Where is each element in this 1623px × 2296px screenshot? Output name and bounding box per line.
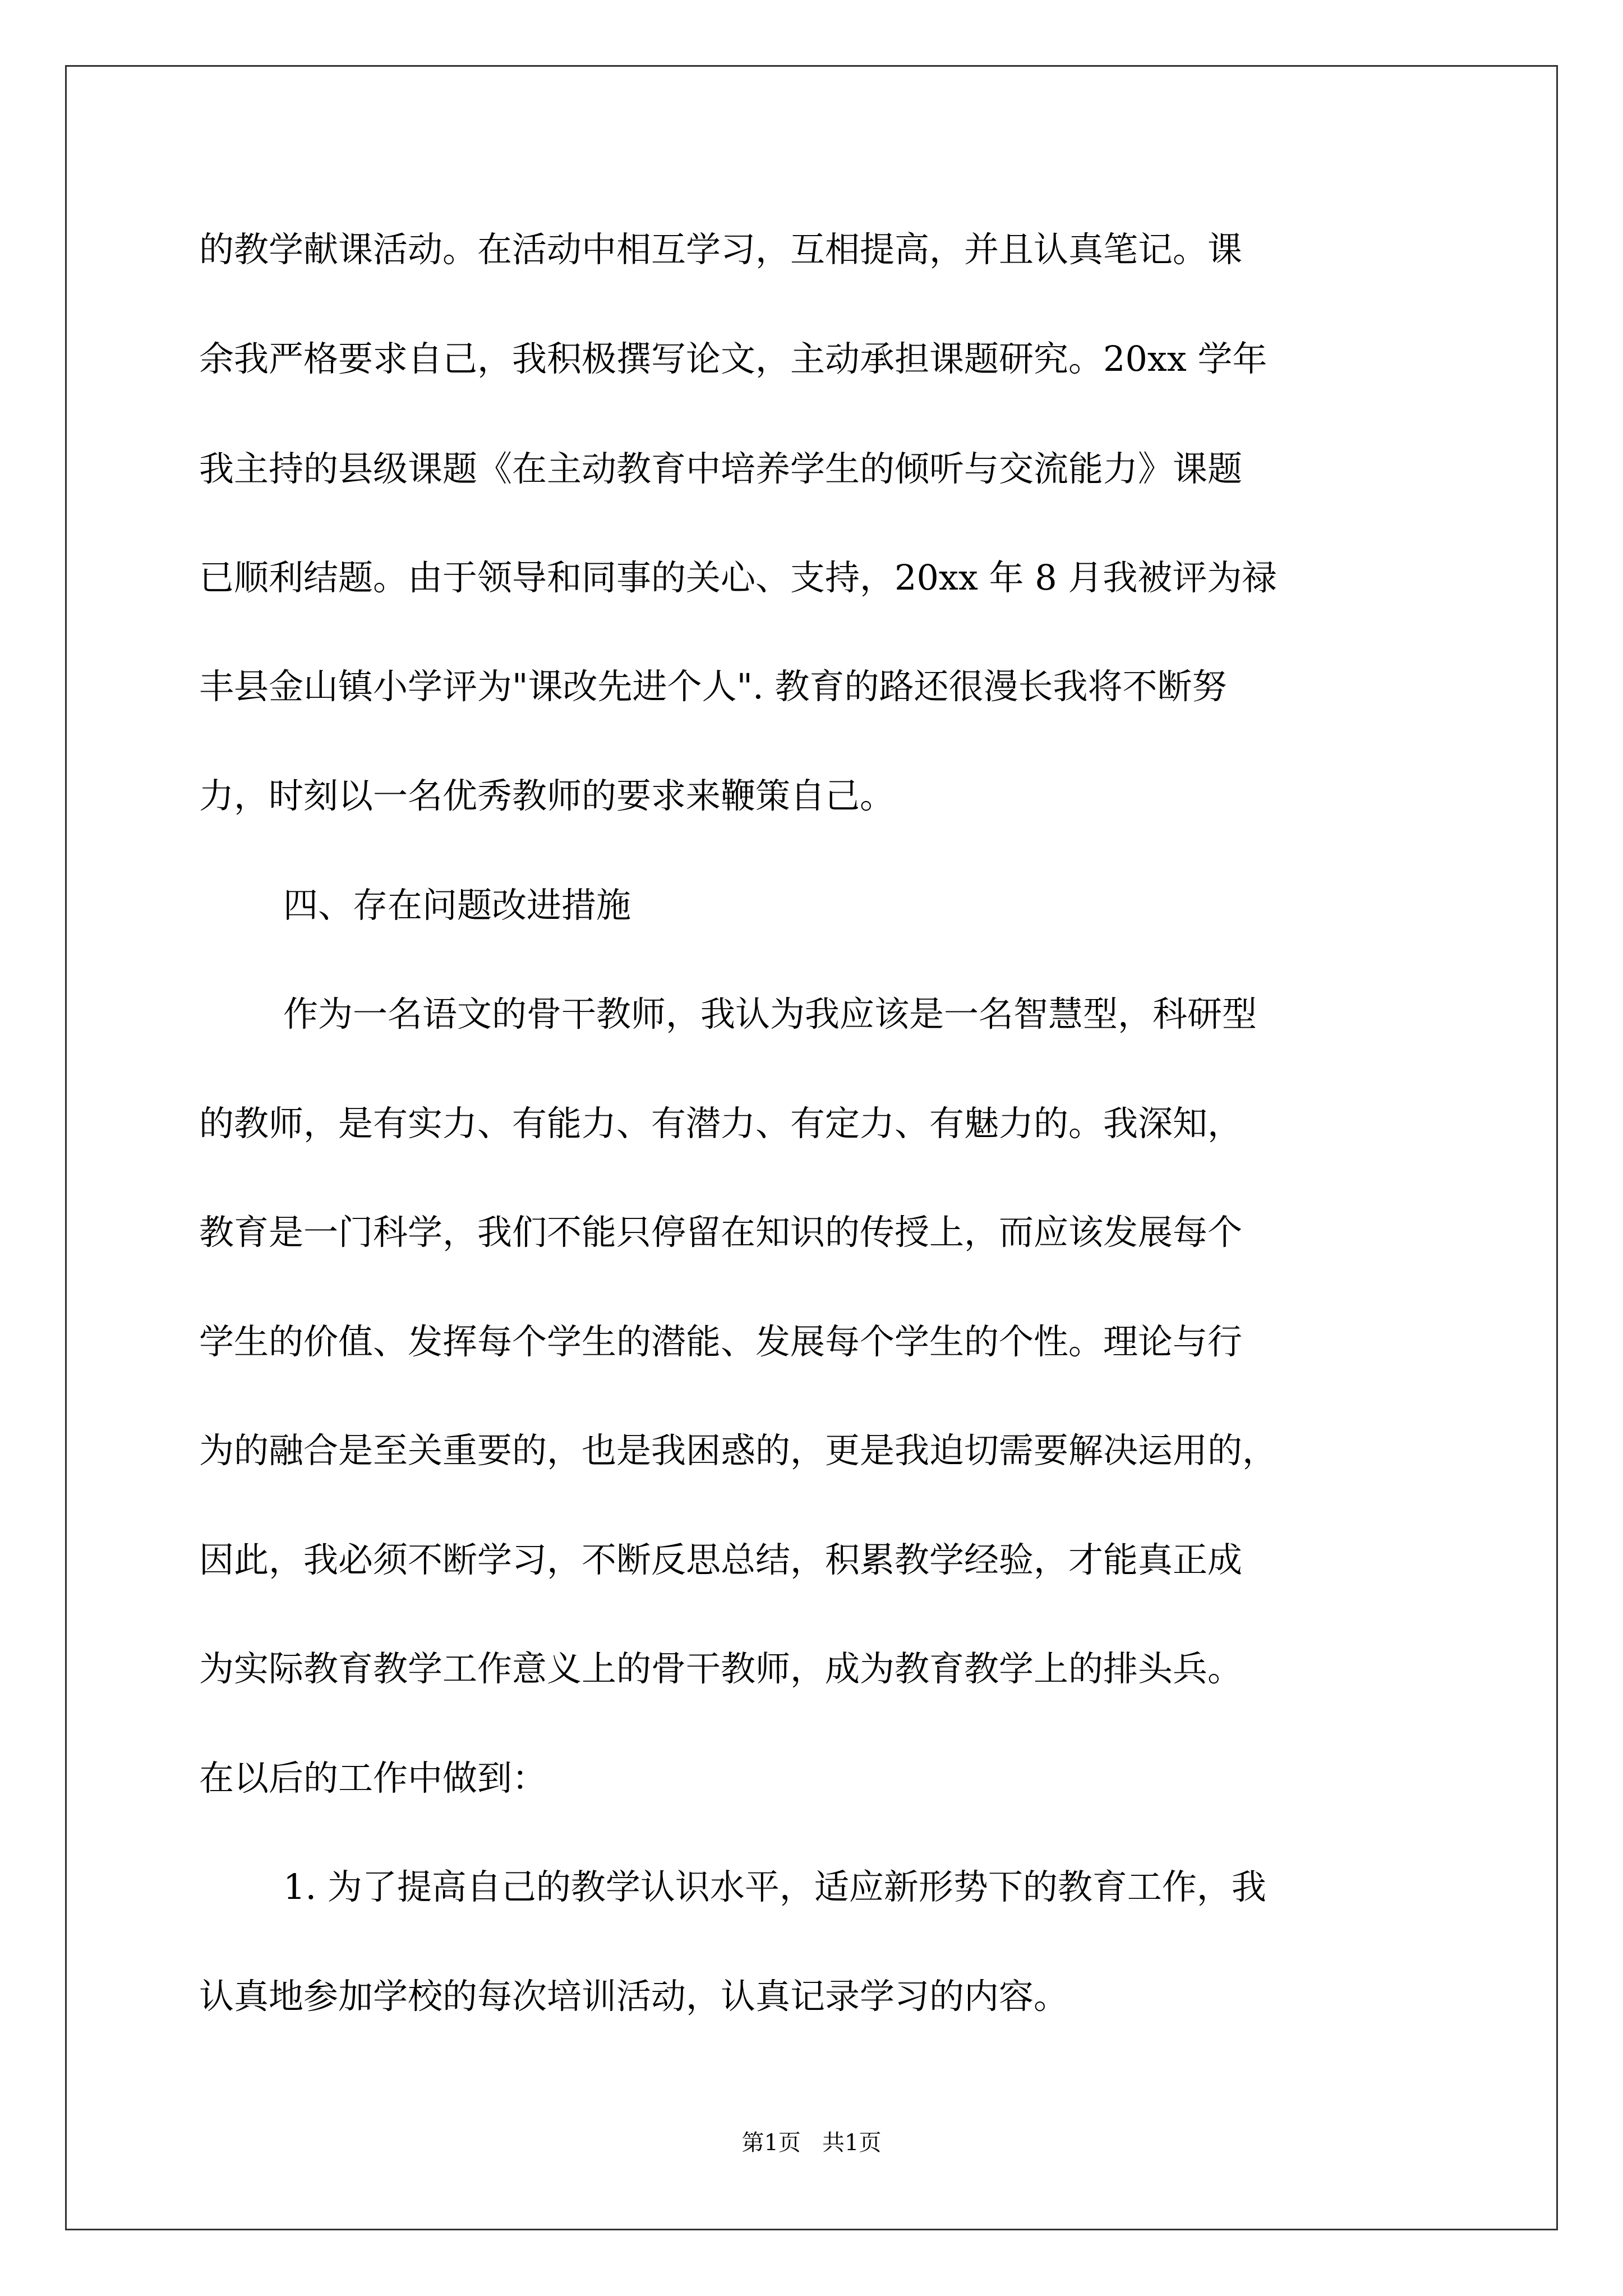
text-line: 在以后的工作中做到： [199, 1757, 547, 1798]
text-line: 为的融合是至关重要的，也是我困惑的，更是我迫切需要解决运用的， [199, 1430, 1278, 1471]
list-item-1: 1. 为了提高自己的教学认识水平，适应新形势下的教育工作，我 [283, 1866, 1266, 1907]
text-line: 作为一名语文的骨干教师，我认为我应该是一名智慧型，科研型 [283, 993, 1257, 1034]
text-line: 为实际教育教学工作意义上的骨干教师，成为教育教学上的排头兵。 [199, 1648, 1243, 1689]
text-line: 已顺利结题。由于领导和同事的关心、支持，20xx 年 8 月我被评为禄 [199, 557, 1277, 598]
text-line: 的教师，是有实力、有能力、有潜力、有定力、有魅力的。我深知， [199, 1103, 1243, 1144]
text-line: 教育是一门科学，我们不能只停留在知识的传授上，而应该发展每个 [199, 1212, 1243, 1253]
text-line: 余我严格要求自己，我积极撰写论文，主动承担课题研究。20xx 学年 [199, 338, 1267, 379]
text-line: 学生的价值、发挥每个学生的潜能、发展每个学生的个性。理论与行 [199, 1321, 1243, 1362]
text-line: 的教学献课活动。在活动中相互学习，互相提高，并且认真笔记。课 [199, 229, 1243, 270]
text-line: 丰县金山镇小学评为"课改先进个人". 教育的路还很漫长我将不断努 [199, 666, 1227, 707]
text-line: 因此，我必须不断学习，不断反思总结，积累教学经验，才能真正成 [199, 1539, 1243, 1580]
text-line: 我主持的县级课题《在主动教育中培养学生的倾听与交流能力》课题 [199, 448, 1243, 489]
text-line: 认真地参加学校的每次培训活动，认真记录学习的内容。 [199, 1976, 1069, 2017]
page-footer: 第1页 共1页 [741, 2130, 882, 2156]
section-heading: 四、存在问题改进措施 [283, 885, 631, 926]
text-line: 力，时刻以一名优秀教师的要求来鞭策自己。 [199, 775, 895, 816]
